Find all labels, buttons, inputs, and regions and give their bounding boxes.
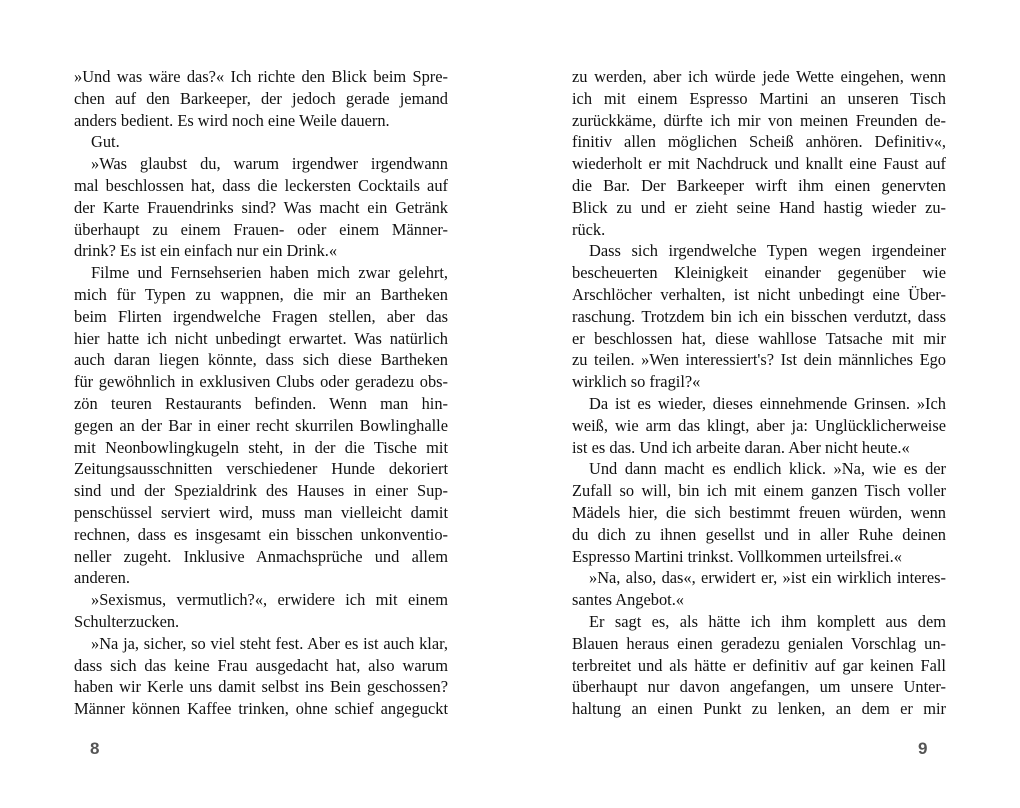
text-line: Er sagt es, als hätte ich ihm komplett aus dem <box>589 611 946 631</box>
text-line: sind und der Spezialdrink des Hauses in einer Sup- <box>74 481 448 501</box>
text-line: »Sexismus, vermutlich?«, erwidere ich mit einem <box>91 590 448 610</box>
text-line: hier hatte ich nicht unbedingt erwartet. Was natürlich <box>74 328 448 348</box>
text-line: Espresso Martini trinkst. Vollkommen urteilsfrei.« <box>572 546 902 566</box>
text-line: mich für Typen zu wappnen, die mir an Bartheken <box>74 284 448 304</box>
text-line: Filme und Fernsehserien haben mich zwar gelehrt, <box>91 263 448 283</box>
text-line: Gut. <box>91 132 120 152</box>
text-line: »Na, also, das«, erwidert er, »ist ein wirklich interes- <box>589 568 946 588</box>
text-line: Schulterzucken. <box>74 611 180 631</box>
text-line: mit Neonbowlingkugeln steht, in der die Tische mit <box>74 437 448 457</box>
text-line: santes Angebot.« <box>572 590 684 610</box>
text-line: du dich zu ihnen gesellst und in aller Ruhe deinen <box>572 524 946 544</box>
text-line: Mädels hier, die sich bestimmt freuen würden, wenn <box>572 502 946 522</box>
right-page-text <box>572 66 946 720</box>
text-line: gegen an der Bar in einer recht skurrilen Bowlinghalle <box>74 415 448 435</box>
text-line: terbreitet und als hätte er definitiv auf gar keinen Fall <box>572 655 946 675</box>
text-line: die Bar. Der Barkeeper wirft ihm einen genervten <box>572 175 946 195</box>
text-line: anders bedient. Es wird noch eine Weile dauern. <box>74 110 390 130</box>
text-line: überhaupt zu einem Frauen- oder einem Männer- <box>74 219 448 239</box>
text-line: finitiv allen möglichen Scheiß anhören. Definitiv«, <box>572 132 946 152</box>
text-line: überhaupt nur davon angefangen, um unsere Unter- <box>572 677 946 697</box>
page-number: 9 <box>918 739 928 758</box>
text-line: penschüssel serviert wird, muss man vielleicht damit <box>74 502 448 522</box>
text-line: chen auf den Barkeeper, der jedoch gerade jemand <box>74 88 448 108</box>
text-line: weiß, wie arm das klingt, aber ja: Unglücklicherweise <box>572 415 946 435</box>
text-line: haltung an einen Punkt zu lenken, an dem er mir <box>572 699 946 719</box>
text-line: Männer können Kaffee trinken, ohne schief angeguckt <box>74 699 448 719</box>
text-line: Blick zu und er zieht seine Hand hastig wieder zu- <box>572 197 946 217</box>
text-line: beim Flirten irgendwelche Fragen stellen, aber das <box>74 306 448 326</box>
text-line: zurückkäme, dürfte ich mir von meinen Freunden de- <box>572 110 946 130</box>
text-line: »Na ja, sicher, so viel steht fest. Aber es ist auch klar, <box>91 633 448 653</box>
text-line: »Und was wäre das?« Ich richte den Blick beim Spre- <box>74 67 448 86</box>
text-line: rechnen, dass es insgesamt ein bisschen unkonventio- <box>74 524 448 544</box>
text-line: raschung. Trotzdem bin ich ein bisschen verdutzt, dass <box>572 306 946 326</box>
text-line: drink? Es ist ein einfach nur ein Drink.« <box>74 241 338 261</box>
text-line: Und dann macht es endlich klick. »Na, wie es der <box>589 459 946 479</box>
text-line: dass sich das keine Frau ausgedacht hat, also warum <box>74 655 448 675</box>
text-line: bescheuerten Kleinigkeit einander gegenüber wie <box>572 263 946 283</box>
left-page <box>74 0 448 808</box>
text-line: Arschlöcher verhalten, ist nicht unbedingt eine Über- <box>572 284 946 304</box>
text-line: »Was glaubst du, warum irgendwer irgendwann <box>91 154 448 174</box>
text-line: anderen. <box>74 568 130 588</box>
text-line: ich mit einem Espresso Martini an unseren Tisch <box>572 88 946 108</box>
text-line: er beschlossen hat, diese wahllose Tatsache mit mir <box>572 328 946 348</box>
text-line: ist es das. Und ich arbeite daran. Aber nicht heute.« <box>572 437 910 457</box>
text-line: neller zugeht. Inklusive Anmachsprüche und allem <box>74 546 448 566</box>
page-number: 8 <box>90 739 100 758</box>
text-line: rück. <box>572 219 606 239</box>
text-line: haben wir Kerle uns damit selbst ins Bein geschossen? <box>74 677 448 697</box>
text-line: Blauen heraus einen geradezu genialen Vorschlag un- <box>572 633 946 653</box>
text-line: auch daran liegen könnte, dass sich diese Bartheken <box>74 350 448 370</box>
text-line: zu teilen. »Wen interessiert's? Ist dein männliches Ego <box>572 350 946 370</box>
text-line: Da ist es wieder, dieses einnehmende Grinsen. »Ich <box>589 393 946 413</box>
text-line: zön teuren Restaurants befinden. Wenn man hin- <box>74 393 448 413</box>
left-page-text <box>74 66 448 720</box>
text-line: wiederholt er mit Nachdruck und knallt eine Faust auf <box>572 154 946 174</box>
text-line: mal beschlossen hat, dass die leckersten Cocktails auf <box>74 175 448 195</box>
right-page <box>572 0 946 808</box>
text-line: Zeitungsausschnitten verschiedener Hunde dekoriert <box>74 459 448 479</box>
text-line: wirklich so fragil?« <box>572 372 701 392</box>
text-line: Zufall so will, bin ich mit einem ganzen Tisch voller <box>572 481 946 501</box>
text-line: der Karte Frauendrinks sind? Was macht ein Getränk <box>74 197 448 217</box>
text-line: Dass sich irgendwelche Typen wegen irgendeiner <box>589 241 946 261</box>
text-line: zu werden, aber ich würde jede Wette eingehen, wenn <box>572 67 946 86</box>
text-line: für gewöhnlich in exklusiven Clubs oder geradezu obs- <box>74 372 448 392</box>
